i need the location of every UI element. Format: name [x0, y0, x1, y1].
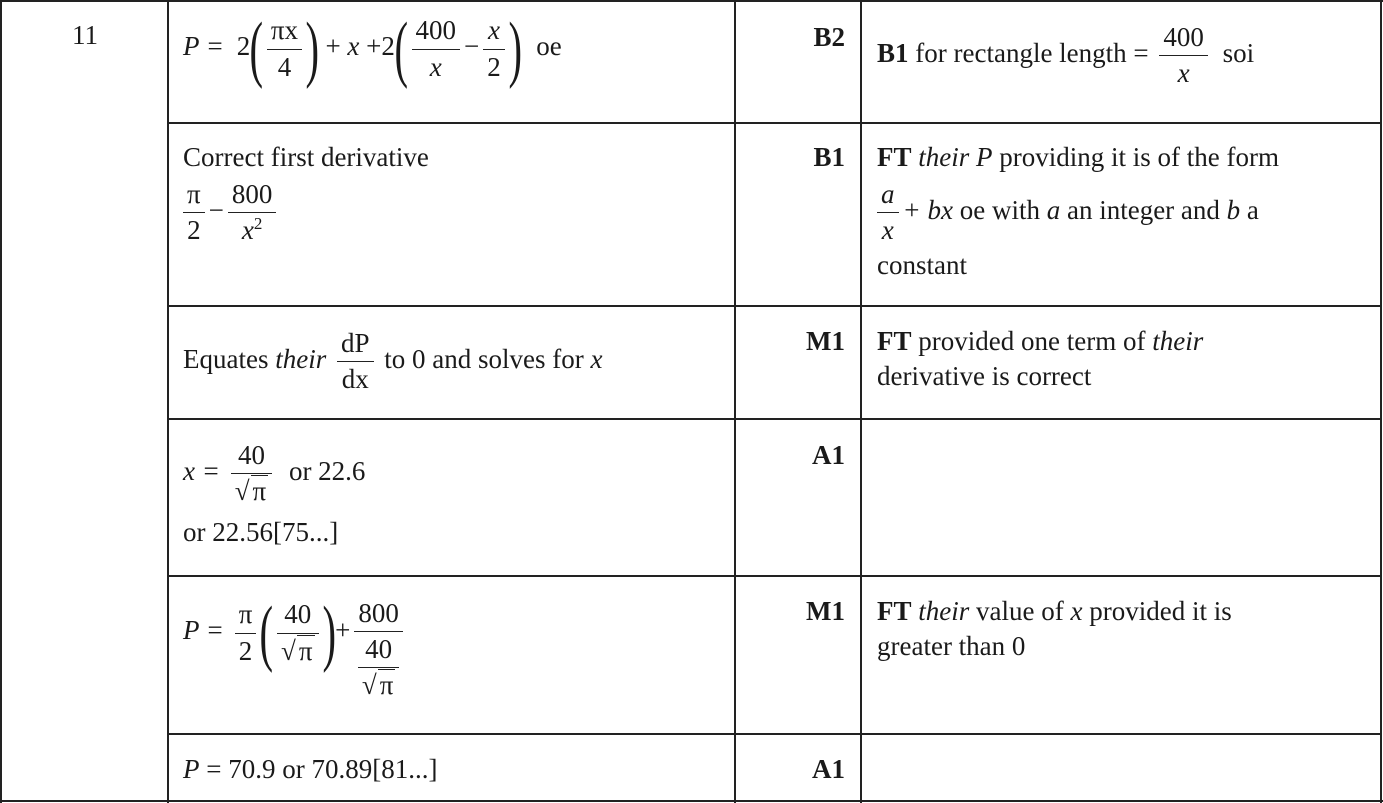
mark-row-1: B2	[813, 22, 845, 52]
fraction-800-over-x2: $\frac{800}{x^2}$	[228, 177, 277, 248]
row-divider-5	[167, 733, 1382, 735]
answer-row-4: x = $\frac{40}{√ \pi}$ or 22.6 or 22.56[75...]	[183, 440, 366, 548]
guidance-row-3: FT provided one term of their derivative is correct	[877, 326, 1204, 392]
column-divider-2	[734, 0, 736, 803]
mark-row-3: M1	[806, 326, 845, 356]
sqrt-symbol: √ π	[234, 476, 267, 507]
fraction-a-over-x: $\frac{a}{x}$	[877, 177, 899, 248]
answer-lhs: P =	[183, 31, 224, 62]
row-divider-2	[167, 305, 1382, 307]
question-number: 11	[72, 20, 98, 50]
row-divider-1	[167, 122, 1382, 124]
mark-row-2: B1	[813, 142, 845, 172]
column-divider-1	[167, 0, 169, 803]
fraction-800-over-40-over-sqrt-pi: 800 40 √ π	[354, 596, 403, 703]
fraction-pi-over-2: $\frac{\pi}{2}$	[235, 597, 257, 668]
table-border-left	[0, 0, 2, 803]
mark-row-4: A1	[812, 440, 845, 470]
fraction-x-over-2: $\frac{x}{2}$	[483, 13, 505, 84]
row-divider-4	[167, 575, 1382, 577]
fraction-400-over-x: $\frac{400}{x}$	[1159, 20, 1208, 91]
table-border-right	[1380, 0, 1382, 803]
guidance-row-1: B1 for rectangle length = $\frac{400}{x}$ soi	[877, 20, 1254, 91]
coefficient: 2	[236, 31, 251, 62]
guidance-row-2: FT their P providing it is of the form $\frac{a}{x}$ + bx oe with a an integer and b a constant	[877, 142, 1279, 281]
column-divider-3	[860, 0, 862, 803]
fraction-pix-over-4: $\frac{\pi x}{4}$	[267, 13, 302, 84]
mark-row-5: M1	[806, 596, 845, 626]
answer-row-5: P = $\frac{\pi}{2}$ ( $\frac{40}{√ \pi}$ )+ 800 40 √ π	[183, 596, 407, 703]
answer-row-2: Correct first derivative $\frac{\pi}{2}$ − $\frac{800}{x^2}$	[183, 140, 429, 248]
fraction-40-over-sqrt-pi: $\frac{40}{√ \pi}$	[277, 597, 318, 668]
mark-row-6: A1	[812, 754, 845, 784]
row-divider-3	[167, 418, 1382, 420]
guidance-row-5: FT their value of x provided it is greater than 0	[877, 596, 1232, 662]
fraction-pi-over-2: $\frac{\pi}{2}$	[183, 177, 205, 248]
answer-row-6: P = 70.9 or 70.89[81...]	[183, 754, 438, 784]
table-border-top	[0, 0, 1383, 2]
answer-row-3: Equates their $\frac{dP}{dx}$ to 0 and solves for x	[183, 326, 602, 397]
fraction-400-over-x: $\frac{400}{x}$	[412, 13, 461, 84]
right-paren: )	[305, 8, 320, 90]
fraction-40-over-sqrt-pi: $\frac{40}{√ \pi}$	[231, 438, 272, 509]
fraction-dP-over-dx: $\frac{dP}{dx}$	[337, 326, 374, 397]
table-border-bottom	[0, 800, 1383, 802]
answer-row-1: P = 2( $\frac{\pi x}{4}$ ) + x +2( $\frac{400}{x}$ − $\frac{x}{2}$ ) oe	[183, 8, 562, 90]
left-paren: (	[249, 8, 264, 90]
